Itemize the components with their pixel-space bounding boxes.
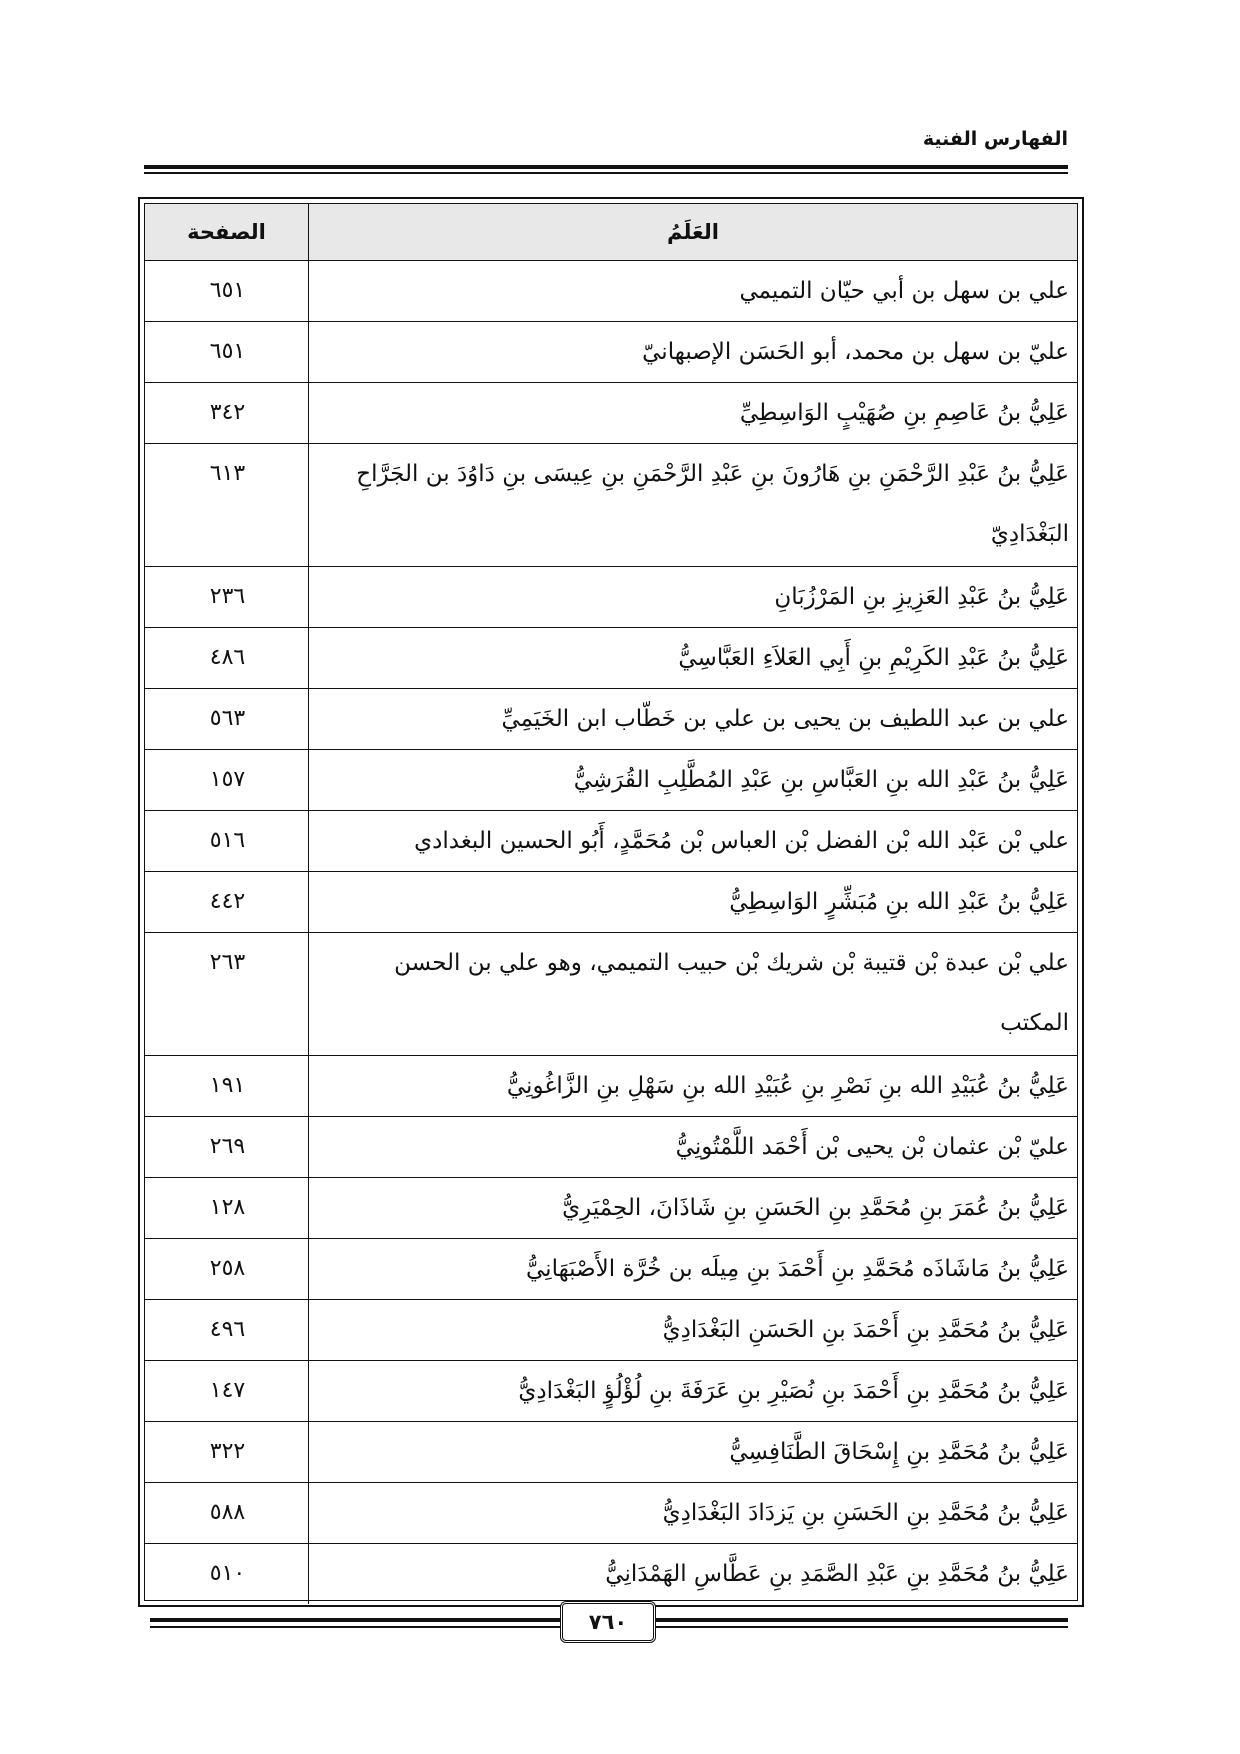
row-name: عليّ بن سهل بن محمد، أبو الحَسَن الإصبهانيّ <box>309 322 1078 383</box>
column-header-page: الصفحة <box>145 204 309 261</box>
table-row <box>145 1300 1077 1361</box>
table-row <box>145 628 1077 689</box>
header-rule <box>144 165 1068 169</box>
row-name: علي بن عبد اللطيف بن يحيى بن علي بن خَطّاب ابن الخَيَمِيِّ <box>309 689 1078 750</box>
table-row <box>145 689 1077 750</box>
table-row <box>145 383 1077 444</box>
table-row <box>145 322 1077 383</box>
column-header-name: العَلَمُ <box>309 204 1078 261</box>
row-page: ١٥٧ <box>145 750 309 811</box>
row-name: عَلِيُّ بنُ عَاصِمِ بنِ صُهَيْبٍ الوَاسِطِيِّ <box>309 383 1078 444</box>
row-name: علي بْن عَبْد الله بْن الفضل بْن العباس بْن مُحَمَّدٍ، أَبُو الحسين البغدادي <box>309 811 1078 872</box>
row-name: عليّ بْن عثمان بْن يحيى بْن أَحْمَد اللَّمْتُونِيُّ <box>309 1117 1078 1178</box>
row-name: عَلِيُّ بنُ عُمَرَ بنِ مُحَمَّدِ بنِ الحَسَنِ بنِ شَاذَانَ، الحِمْيَرِيُّ <box>309 1178 1078 1239</box>
table-row <box>145 261 1077 322</box>
row-page: ١٤٧ <box>145 1361 309 1422</box>
page-number: ٧٦٠ <box>560 1601 656 1643</box>
table-header-row <box>145 204 1077 261</box>
header-rule-thin <box>144 172 1068 174</box>
table-row <box>145 1361 1077 1422</box>
row-page: ٢٥٨ <box>145 1239 309 1300</box>
row-page: ٦٥١ <box>145 322 309 383</box>
row-page: ٣٢٢ <box>145 1422 309 1483</box>
table-row <box>145 1544 1077 1605</box>
row-page: ٢٦٣ <box>145 933 309 1056</box>
row-name: عَلِيُّ بنُ مُحَمَّدِ بنِ إِسْحَاقَ الطَّنَافِسِيُّ <box>309 1422 1078 1483</box>
row-name: علي بن سهل بن أبي حيّان التميمي <box>739 278 1069 304</box>
row-name: عَلِيُّ بنُ عُبَيْدِ الله بنِ نَصْرِ بنِ عُبَيْدِ الله بنِ سَهْلِ بنِ الزَّاغُونِيُّ <box>309 1056 1078 1117</box>
row-name: عَلِيُّ بنُ مُحَمَّدِ بنِ أَحْمَدَ بنِ نُصَيْرِ بنِ عَرَفَةَ بنِ لُؤْلُؤٍ البَغْدَادِيُّ <box>309 1361 1078 1422</box>
table-row <box>145 811 1077 872</box>
index-table-frame <box>138 197 1084 1607</box>
index-table-inner <box>144 203 1078 1601</box>
row-page: ٥١٦ <box>145 811 309 872</box>
table-row <box>145 567 1077 628</box>
table-row <box>145 1239 1077 1300</box>
row-page: ٦١٣ <box>145 444 309 567</box>
row-name: عَلِيُّ بنُ مَاشَاذَه مُحَمَّدِ بنِ أَحْمَدَ بنِ مِيلَه بن خُرَّة الأَصْبَهَانِيُّ <box>309 1239 1078 1300</box>
row-page: ١٩١ <box>145 1056 309 1117</box>
row-page: ٦٥١ <box>145 261 309 322</box>
row-name: عَلِيُّ بنُ عَبْدِ الكَرِيْمِ بنِ أَبِي العَلاَءِ العَبَّاسِيُّ <box>309 628 1078 689</box>
row-name: عَلِيُّ بنُ عَبْدِ الله بنِ العَبَّاسِ بنِ عَبْدِ المُطَّلِبِ القُرَشِيُّ <box>309 750 1078 811</box>
row-page: ٥١٠ <box>145 1544 309 1605</box>
row-name: علي بْن عبدة بْن قتيبة بْن شريك بْن حبيب التميمي، وهو علي بن الحسن المكتب <box>309 933 1078 1056</box>
table-row <box>145 750 1077 811</box>
row-name: عَلِيُّ بنُ عَبْدِ الله بنِ مُبَشِّرٍ الوَاسِطِيُّ <box>309 872 1078 933</box>
table-row <box>145 1483 1077 1544</box>
row-name: عَلِيُّ بنُ مُحَمَّدِ بنِ أَحْمَدَ بنِ الحَسَنِ البَغْدَادِيُّ <box>309 1300 1078 1361</box>
table-row <box>145 1178 1077 1239</box>
row-page: ٢٦٩ <box>145 1117 309 1178</box>
row-name: عَلِيُّ بنُ عَبْدِ العَزِيزِ بنِ المَرْزُبَانِ <box>309 567 1078 628</box>
table-row <box>145 444 1077 567</box>
index-table <box>145 204 1077 1604</box>
table-row <box>145 933 1077 1056</box>
table-row <box>145 872 1077 933</box>
row-page: ٣٤٢ <box>145 383 309 444</box>
running-head-title: الفهارس الفنية <box>922 128 1068 150</box>
row-name: عَلِيُّ بنُ مُحَمَّدِ بنِ عَبْدِ الصَّمَدِ بنِ عَطَّاسِ الهَمْدَانِيُّ <box>309 1544 1078 1605</box>
row-page: ٤٨٦ <box>145 628 309 689</box>
row-page: ٢٣٦ <box>145 567 309 628</box>
row-page: ١٢٨ <box>145 1178 309 1239</box>
table-row <box>145 1117 1077 1178</box>
row-page: ٥٦٣ <box>145 689 309 750</box>
table-row <box>145 1422 1077 1483</box>
row-page: ٤٩٦ <box>145 1300 309 1361</box>
row-name: عَلِيُّ بنُ عَبْدِ الرَّحْمَنِ بنِ هَارُونَ بنِ عَبْدِ الرَّحْمَنِ بنِ عِيسَى بنِ دَاوُدَ بن الجَرَّاحِ البَغْدَادِيّ <box>309 444 1078 567</box>
row-name: عَلِيُّ بنُ مُحَمَّدِ بنِ الحَسَنِ بنِ يَزدَادَ البَغْدَادِيُّ <box>309 1483 1078 1544</box>
row-page: ٤٤٢ <box>145 872 309 933</box>
table-row <box>145 1056 1077 1117</box>
row-page: ٥٨٨ <box>145 1483 309 1544</box>
